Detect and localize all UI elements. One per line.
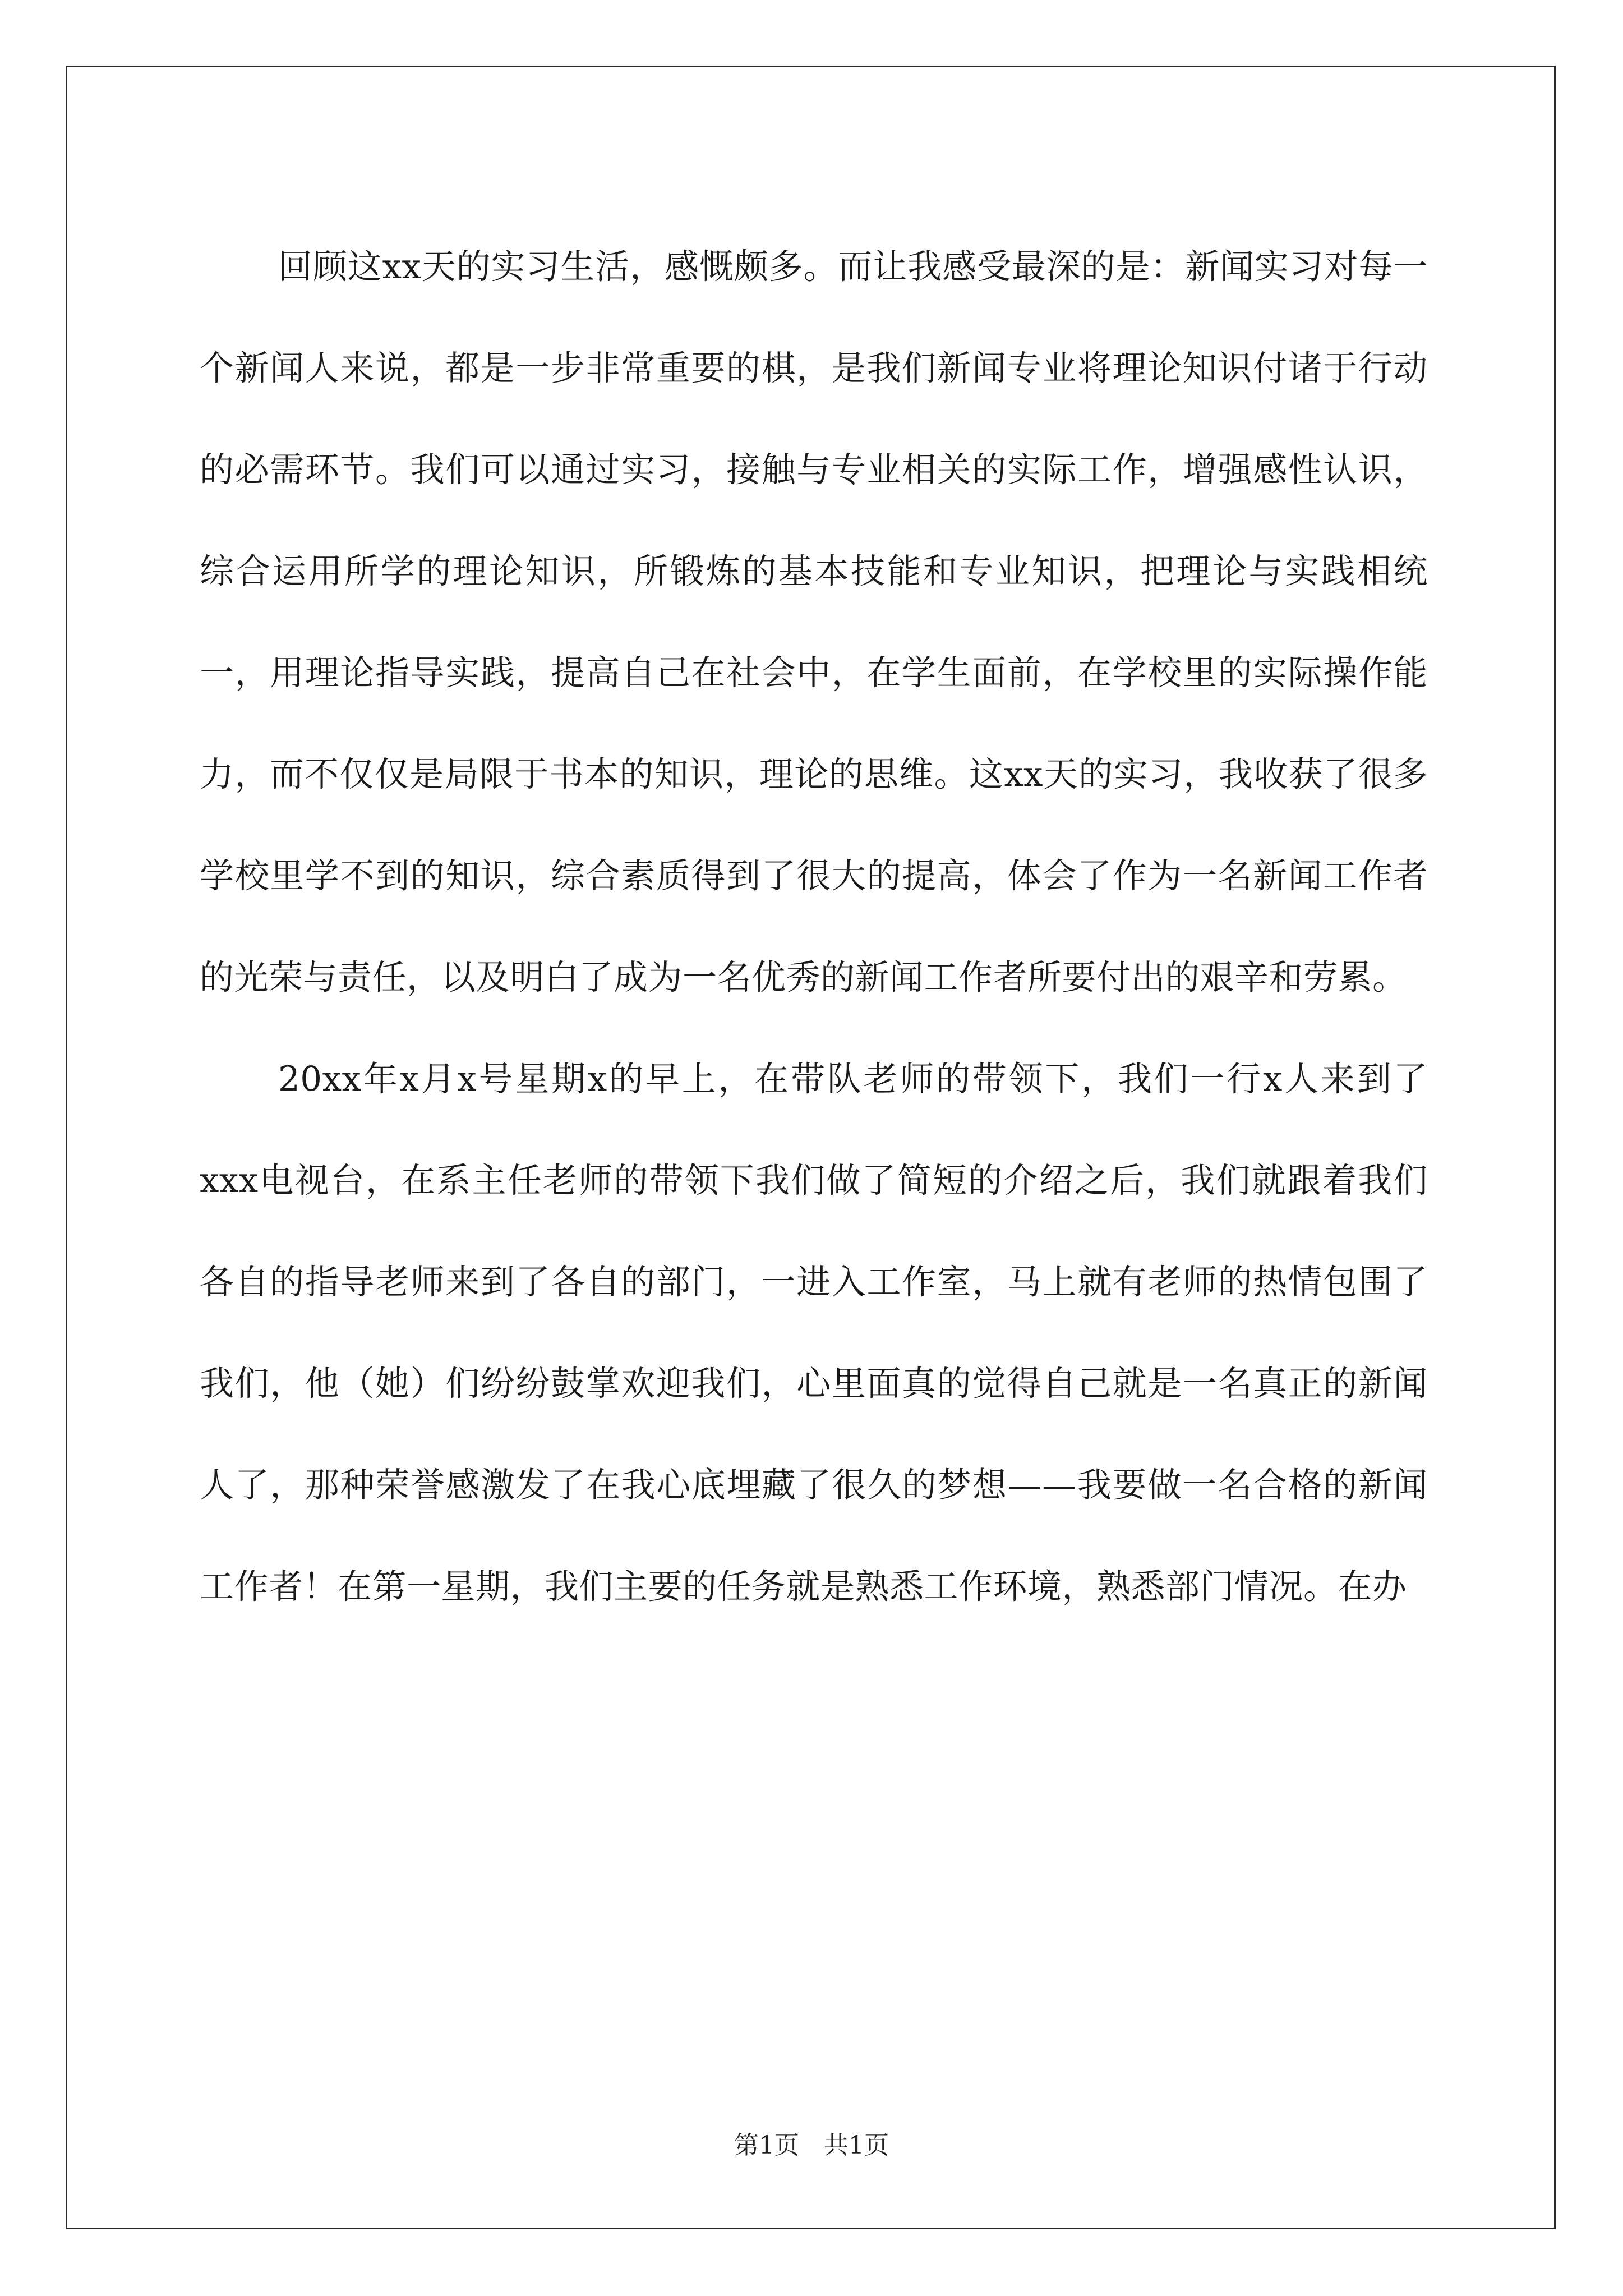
document-body bbox=[200, 216, 1428, 1637]
paragraph-2: 20xx年x月x号星期x的早上，在带队老师的带领下，我们一行x人来到了xxx电视台，在系主任老师的带领下我们做了简短的介绍之后，我们就跟着我们各自的指导老师来到了各自的部门，一进入工作室，马上就有老师的热情包围了我们，他（她）们纷纷鼓掌欢迎我们，心里面真的觉得自己就是一名真正的新闻人了，那种荣誉感激发了在我心底埋藏了很久的梦想——我要做一名合格的新闻工作者！在第一星期，我们主要的任务就是熟悉工作环境，熟悉部门情况。在办 bbox=[200, 1059, 1428, 1607]
page-number-footer: 第1页 共1页 bbox=[734, 2131, 889, 2160]
paragraph-1: 回顾这xx天的实习生活，感慨颇多。而让我感受最深的是：新闻实习对每一个新闻人来说，都是一步非常重要的棋，是我们新闻专业将理论知识付诸于行动的必需环节。我们可以通过实习，接触与专业相关的实际工作，增强感性认识，综合运用所学的理论知识，所锻炼的基本技能和专业知识，把理论与实践相统一，用理论指导实践，提高自己在社会中，在学生面前，在学校里的实际操作能力，而不仅仅是局限于书本的知识，理论的思维。这xx天的实习，我收获了很多学校里学不到的知识，综合素质得到了很大的提高，体会了作为一名新闻工作者的光荣与责任，以及明白了成为一名优秀的新闻工作者所要付出的艰辛和劳累。 bbox=[200, 247, 1428, 997]
